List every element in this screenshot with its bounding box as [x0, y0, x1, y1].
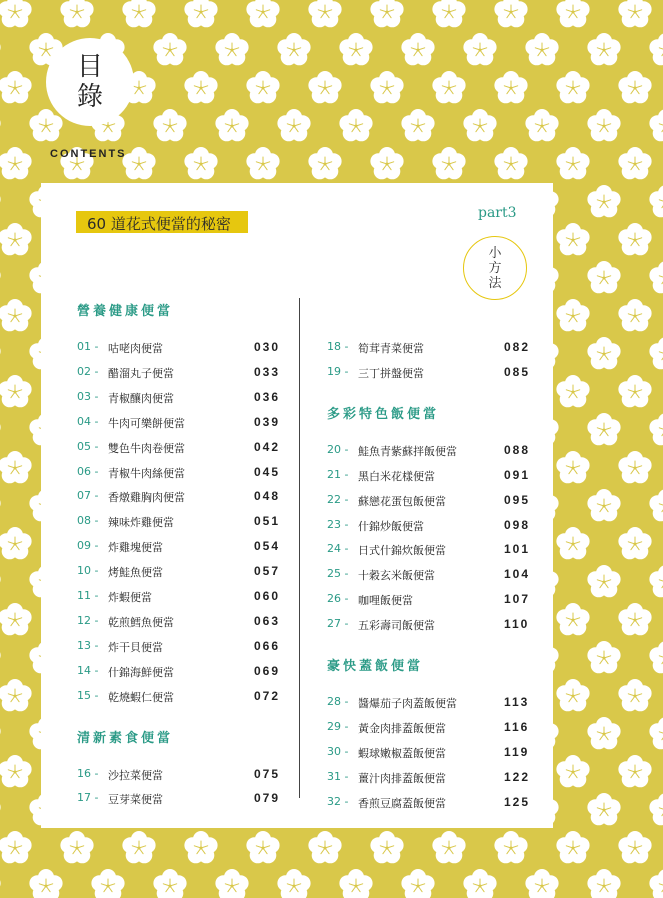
entry-title: 黑白米花樣便當	[358, 469, 435, 483]
toc-entry[interactable]	[327, 592, 537, 610]
entry-title: 什錦海鮮便當	[108, 665, 174, 679]
title-char-1: 目	[76, 52, 103, 82]
entry-number: 16 -	[77, 766, 99, 780]
entry-number: 31 -	[327, 769, 349, 783]
entry-title: 香煎豆腐蓋飯便當	[358, 796, 446, 810]
entry-title: 咖哩飯便當	[358, 594, 413, 608]
entry-page-number: 088	[504, 442, 531, 457]
entry-number: 09 -	[77, 539, 99, 553]
toc-entry[interactable]	[327, 493, 537, 511]
entry-number: 24 -	[327, 542, 349, 556]
toc-entry[interactable]	[327, 695, 537, 713]
section-heading: 營養健康便當	[77, 304, 174, 319]
entry-page-number: 113	[504, 695, 530, 709]
entry-number: 30 -	[327, 744, 349, 758]
book-title: 60 道花式便當的秘密	[87, 215, 231, 233]
entry-page-number: 039	[254, 414, 281, 429]
toc-entry[interactable]	[77, 415, 287, 433]
entry-number: 12 -	[77, 613, 99, 627]
entry-page-number: 107	[504, 592, 531, 607]
entry-number: 06 -	[77, 464, 99, 478]
part-badge-char: 小	[488, 245, 502, 261]
entry-number: 22 -	[327, 492, 349, 506]
entry-number: 02 -	[77, 364, 99, 378]
entry-page-number: 101	[504, 542, 531, 557]
section-heading: 豪快蓋飯便當	[327, 659, 424, 674]
entry-title: 乾煎鱈魚便當	[108, 615, 174, 629]
entry-page-number: 042	[254, 439, 281, 454]
entry-number: 17 -	[77, 791, 99, 805]
title-badge	[46, 38, 134, 126]
section-heading: 清新素食便當	[77, 730, 174, 746]
entry-page-number: 091	[504, 467, 531, 482]
entry-page-number: 057	[254, 564, 281, 579]
entry-title: 十穀玄米飯便當	[358, 569, 435, 583]
book-title-banner	[76, 211, 248, 233]
part-badge	[463, 236, 527, 300]
entry-number: 18 -	[327, 340, 349, 353]
entry-number: 01 -	[77, 340, 99, 353]
toc-entry[interactable]	[77, 614, 287, 632]
entry-number: 15 -	[77, 688, 99, 702]
entry-number: 32 -	[327, 794, 349, 808]
toc-entry[interactable]	[77, 440, 287, 458]
part-label: part3	[478, 205, 517, 221]
toc-entry[interactable]	[77, 514, 287, 532]
toc-entry[interactable]	[77, 689, 287, 707]
entry-number: 05 -	[77, 439, 99, 453]
entry-title: 烤鮭魚便當	[108, 566, 163, 580]
toc-entry[interactable]	[77, 465, 287, 483]
entry-page-number: 060	[254, 589, 281, 603]
entry-title: 醬爆茄子肉蓋飯便當	[358, 697, 457, 710]
entry-page-number: 030	[254, 340, 281, 354]
toc-entry[interactable]	[77, 589, 287, 607]
entry-page-number: 082	[504, 340, 531, 354]
entry-title: 筍茸青菜便當	[358, 342, 424, 355]
entry-page-number: 066	[254, 638, 281, 653]
entry-title: 五彩壽司飯便當	[358, 619, 435, 633]
entry-title: 沙拉菜便當	[108, 768, 163, 782]
entry-page-number: 036	[254, 389, 281, 404]
entry-title: 牛肉可樂餅便當	[108, 416, 185, 430]
toc-entry[interactable]	[77, 539, 287, 557]
toc-entry[interactable]	[327, 567, 537, 585]
entry-number: 08 -	[77, 514, 99, 528]
toc-entry[interactable]	[77, 390, 287, 408]
entry-page-number: 054	[254, 539, 281, 554]
entry-page-number: 075	[254, 766, 281, 781]
toc-entry[interactable]	[77, 365, 287, 383]
entry-number: 28 -	[327, 695, 349, 708]
entry-title: 三丁拼盤便當	[358, 366, 424, 380]
entry-number: 13 -	[77, 638, 99, 652]
entry-title: 炸蝦便當	[108, 591, 152, 604]
section-heading: 多彩特色飯便當	[327, 406, 440, 422]
entry-page-number: 122	[504, 769, 531, 784]
entry-page-number: 110	[504, 617, 530, 632]
entry-title: 青椒牛肉絲便當	[108, 466, 185, 480]
toc-entry[interactable]	[327, 518, 537, 536]
entry-title: 香燉雞胸肉便當	[108, 491, 185, 505]
part-badge-char: 法	[488, 275, 502, 291]
toc-entry[interactable]	[327, 795, 537, 813]
entry-page-number: 125	[504, 794, 531, 809]
entry-title: 炸雞塊便當	[108, 541, 163, 555]
entry-number: 25 -	[327, 567, 349, 581]
entry-page-number: 069	[254, 663, 281, 678]
toc-entry[interactable]	[77, 564, 287, 582]
toc-entry[interactable]	[327, 617, 537, 635]
column-divider	[299, 298, 300, 798]
entry-page-number: 116	[504, 719, 530, 734]
entry-page-number: 045	[254, 464, 281, 479]
entry-title: 蘇戀花蛋包飯便當	[358, 494, 446, 508]
entry-page-number: 085	[504, 364, 531, 379]
entry-number: 26 -	[327, 592, 349, 606]
entry-page-number: 079	[254, 791, 281, 806]
entry-title: 薑汁肉排蓋飯便當	[358, 771, 446, 785]
entry-number: 20 -	[327, 442, 349, 456]
entry-number: 19 -	[327, 364, 349, 378]
entry-number: 14 -	[77, 663, 99, 677]
entry-title: 雙色牛肉卷便當	[108, 441, 185, 455]
entry-page-number: 063	[254, 613, 281, 628]
toc-entry[interactable]	[327, 542, 537, 560]
toc-entry[interactable]	[77, 664, 287, 682]
entry-page-number: 095	[504, 492, 531, 507]
entry-number: 07 -	[77, 489, 99, 503]
entry-page-number: 048	[254, 489, 281, 504]
contents-label: CONTENTS	[50, 148, 127, 160]
entry-title: 辣味炸雞便當	[108, 516, 174, 530]
entry-title: 炸干貝便當	[108, 640, 163, 654]
part-badge-char: 方	[488, 260, 502, 276]
toc-entry[interactable]	[77, 489, 287, 507]
toc-entry[interactable]	[77, 791, 287, 809]
entry-title: 青椒釀肉便當	[108, 391, 174, 405]
entry-number: 10 -	[77, 564, 99, 578]
entry-number: 21 -	[327, 467, 349, 481]
entry-title: 醋溜丸子便當	[108, 366, 174, 380]
entry-title: 日式什錦炊飯便當	[358, 544, 446, 558]
entry-number: 04 -	[77, 414, 99, 428]
toc-entry[interactable]	[327, 443, 537, 461]
toc-entry[interactable]	[327, 720, 537, 738]
entry-number: 27 -	[327, 617, 349, 631]
entry-page-number: 098	[504, 517, 531, 532]
entry-title: 什錦炒飯便當	[358, 519, 424, 533]
entry-title: 蝦球嫩椒蓋飯便當	[358, 746, 446, 760]
toc-entry[interactable]	[327, 745, 537, 763]
toc-entry[interactable]	[327, 365, 537, 383]
entry-page-number: 104	[504, 567, 531, 582]
entry-number: 11 -	[77, 589, 99, 602]
toc-entry[interactable]	[77, 767, 287, 785]
entry-page-number: 033	[254, 364, 281, 379]
entry-title: 黃金肉排蓋飯便當	[358, 721, 446, 735]
title-char-2: 錄	[76, 82, 103, 112]
entry-title: 豆芽菜便當	[108, 793, 163, 807]
entry-page-number: 119	[504, 744, 530, 759]
entry-title: 鮭魚青紫蘇拌飯便當	[358, 444, 457, 458]
toc-entry[interactable]	[327, 770, 537, 788]
entry-number: 29 -	[327, 719, 349, 733]
entry-title: 乾燒蝦仁便當	[108, 690, 174, 704]
toc-entry[interactable]	[327, 468, 537, 486]
toc-entry[interactable]	[77, 639, 287, 657]
toc-entry[interactable]	[77, 340, 287, 358]
entry-number: 23 -	[327, 517, 349, 531]
entry-page-number: 072	[254, 688, 281, 703]
toc-entry[interactable]	[327, 340, 537, 358]
entry-number: 03 -	[77, 389, 99, 403]
entry-page-number: 051	[254, 514, 281, 529]
entry-title: 咕咾肉便當	[108, 342, 163, 355]
